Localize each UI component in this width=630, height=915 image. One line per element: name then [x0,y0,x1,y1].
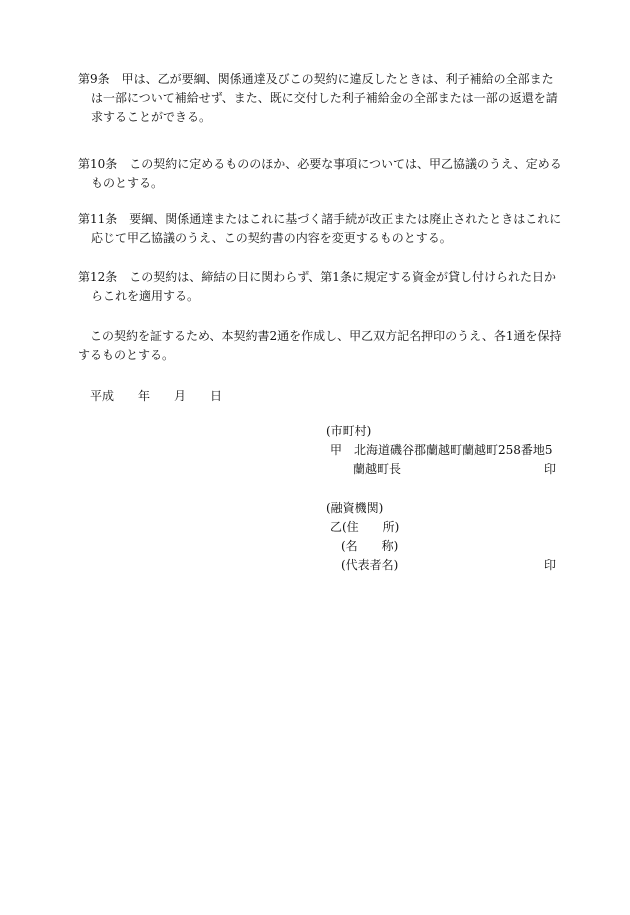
article-12-line-1: 第12条 この契約は、締結の日に関わらず、第1条に規定する資金が貸し付けられた日か [78,270,556,284]
article-9-line-1: 第9条 甲は、乙が要綱、関係通達及びこの契約に違反したときは、利子補給の全部また [78,72,554,86]
article-10-line-2: ものとする。 [91,176,164,190]
lender-rep-label: (代表者名) [341,558,399,572]
article-11-line-2: 応じて甲乙協議のうえ、この契約書の内容を変更するものとする。 [91,231,452,245]
lender-heading: (融資機関) [326,501,384,515]
article-9-line-3: 求することができる。 [91,110,212,124]
article-10-line-1: 第10条 この契約に定めるもののほか、必要な事項については、甲乙協議のうえ、定める [78,157,562,171]
closing-line-2: するものとする。 [78,348,175,362]
municipality-seal-mark: 印 [544,462,557,476]
municipality-heading: (市町村) [326,424,372,438]
article-9-line-2: は一部について補給せず、また、既に交付した利子補給金の全部または一部の返還を請 [91,91,558,105]
article-12 [78,268,556,306]
lender-seal-mark: 印 [544,558,557,572]
article-10 [78,155,562,193]
article-12-line-2: らこれを適用する。 [91,289,200,303]
article-9 [78,70,556,127]
article-11-line-1: 第11条 要綱、関係通達またはこれに基づく諸手続が改正または廃止されたときはこれに [78,212,562,226]
article-11 [78,210,562,248]
municipality-title: 蘭越町長 [353,462,402,476]
closing-line-1: この契約を証するため、本契約書2通を作成し、甲乙双方記名押印のうえ、各1通を保持 [78,329,562,343]
contract-date: 平成 年 月 日 [90,389,223,403]
closing-paragraph [78,327,562,365]
lender-address-label: 乙(住 所) [330,520,400,534]
municipality-party: 甲 北海道磯谷郡蘭越町蘭越町258番地5 [330,443,553,457]
lender-name-label: (名 称) [341,539,399,553]
